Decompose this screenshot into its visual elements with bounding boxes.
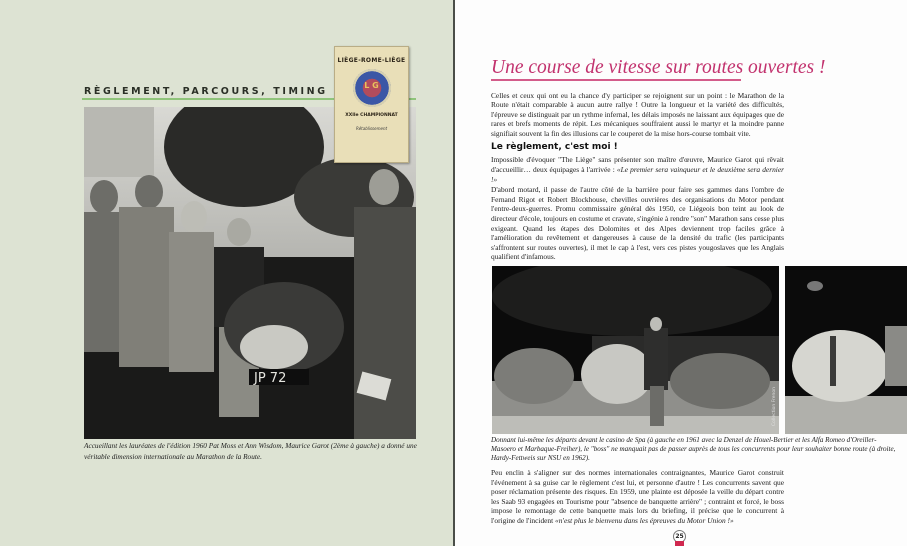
plaque-subtitle: XXIIe CHAMPIONNAT	[345, 113, 398, 118]
paragraph-garot-text: Impossible d'évoquer "The Liège" sans présenter son maître d'œuvre, Maurice Garot qui rêvait d'accueillir… deux équipages à l'arrivée :	[491, 155, 784, 175]
saab-quote: «n'est plus le bienvenu dans les épreuves du Motor Union !»	[555, 515, 734, 525]
section-title: RÈGLEMENT, PARCOURS, TIMING	[84, 86, 328, 97]
page-number: 25	[673, 530, 686, 543]
rally-emblem-icon	[353, 69, 391, 107]
paragraph-saab-text: Peu enclin à s'aligner sur des normes internationales contraignantes, Maurice Garot construit l'événement à sa guise car le règlement c'est lui, et personne d'autre ! Les concurrents savent que poser réclamation présente des risques. En 1959, une plainte est déposée la veille du départ contre les Saab 93 engagées en Tourisme pour "absence de banquette arrière" ; contraint et forcé, le boss impose le remontage de cette banquette mais lors du briefing, il précise que le concurrent à l'origine de l'incident	[491, 468, 784, 525]
caption-laureates: Accueillant les lauréates de l'édition 1960 Pat Moss et Ann Wisdom, Maurice Garot (2ème à gauche) a donné une véritable dimension internationale au Marathon de la Route.	[84, 441, 417, 461]
plaque-title: LIÈGE-ROME-LIÈGE	[337, 57, 406, 64]
photo-credit-holder	[772, 366, 779, 426]
caption-spa: Donnant lui-même les départs devant le casino de Spa (à gauche en 1961 avec la Denzel de Houel-Bertier et les Alfa Romeo d'Oreiller-Masoero et Marbaque-Freiher), le "boss" ne manquait pas de passer auprès de tous les concurrents pour leur souhaiter bonne route (à droite, Hardy-Fettweis sur NSU en 1962).	[491, 436, 896, 462]
emblem-letters: L G	[364, 81, 379, 90]
rally-program-cover	[334, 46, 409, 163]
photo-spa-start-image	[492, 266, 779, 434]
page-tab-marker	[675, 541, 684, 546]
paragraph-career: D'abord motard, il passe de l'autre côté de la barrière pour faire ses gammes dans l'ombre de Fernand Rigot et Robert Blockhouse, chevilles ouvrières des organisations du Motor pendant l'entre-deux-guerres. Promu commissaire général dès 1950, ce Liégeois bon teint au look de directeur d'école, toujours en costume et cravate, s'ingénie à rendre "son" Marathon sans cesse plus exigeant. Quand les étapes des Dolomites et des Alpes deviennent trop faciles grâce à l'amélioration du revêtement et dangereuses à cause de la densité du trafic (les participants s'affrontent sur routes ouvertes), il met le cap à l'est, vers ces pistes yougoslaves que les Anglais qualifient d'infamous.	[491, 185, 784, 262]
headline-rule	[491, 79, 741, 81]
photo-spa-start-1961	[492, 266, 779, 434]
subheading: Le règlement, c'est moi !	[491, 142, 618, 153]
page-headline: Une course de vitesse sur routes ouvertes !	[491, 57, 826, 78]
license-plate: JP 72	[254, 371, 287, 386]
photo-credit: Collection Frenon	[772, 387, 777, 426]
photo-nsu-1962	[785, 266, 907, 434]
photo-nsu-image	[785, 266, 907, 434]
intro-paragraph: Celles et ceux qui ont eu la chance d'y participer se rejoignent sur un point : le Marathon de la Route n'était comparable à aucun autre rallye ! Outre la longueur et la variété des difficultés, l'épreuve se distinguait par un rythme infernal, les délais imposés ne laissant aux équipages que de rares et brefs moments de répit. Les mécaniques souffraient aussi le martyr et la moindre panne signifiait souvent la fin des illusions car le couperet de la mise hors-course tombait vite.	[491, 90, 784, 138]
paragraph-saab	[491, 468, 784, 526]
text-column-bottom	[491, 468, 784, 526]
photo-row	[491, 266, 907, 434]
text-column-top	[491, 91, 784, 263]
garot-quote: «Le premier sera vainqueur et le deuxième sera dernier !»	[491, 165, 784, 184]
right-column	[491, 57, 907, 546]
paragraph-garot	[491, 155, 784, 184]
plaque-signature: Rétablissement	[355, 126, 388, 131]
